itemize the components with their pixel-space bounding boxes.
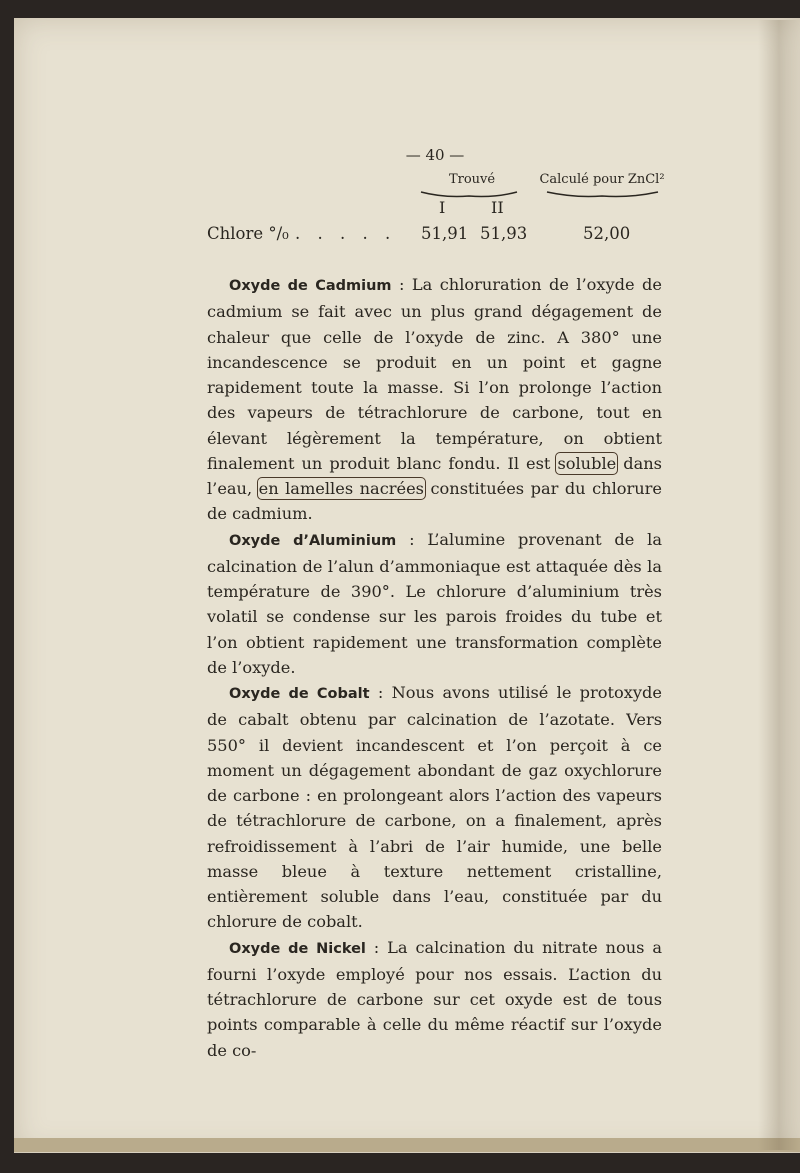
body-text [207,272,662,1063]
page-number: — 40 — [405,146,465,164]
heading-cobalt: Oxyde de Cobalt [229,686,370,702]
annotation-soluble: soluble [557,453,617,473]
value-found-ii: 51,93 [480,224,528,243]
heading-nickel: Oxyde de Nickel [229,940,366,957]
value-found-i: 51,91 [421,224,469,243]
paragraph-cobalt: Oxyde de Cobalt : Nous avons utilisé le protoxyde de cabalt obtenu par calcination de l’azotate. Vers 550° il devient incandescent et l’on perçoit à ce moment un dégagement abondant de gaz oxychlorure de carbone : en prolongeant alors l’action des vapeurs de tétrachlorure de carbone, on a finalement, après refroidissement à l’abri de l’air humide, une belle masse bleue à texture nettement cristalline, entièrement soluble dans l’eau, constituée par du chlorure de cobalt. [207,683,662,932]
annotation-lamelles: en lamelles nacrées [258,479,424,498]
paragraph-cadmium: Oxyde de Cadmium : La chloruration de l’oxyde de cadmium se fait avec un plus grand dégagement de chaleur que celle de l’oxyde de zinc. A 380° une incandescence se produit en un point et gagne rapidement toute la masse. Si l’on prolonge l’action des vapeurs de tétrachlorure de carbone, tout en élevant légèrement la température, on obtient finalement un produit blanc fondu. Il est soluble dans l’eau, en lamelles nacrées constituées par du chlorure de cadmium. [207,275,662,524]
text-cobalt: Nous avons utilisé le protoxyde de cabalt obtenu par calcination de l’azotate. Vers 550° il devient incandescent et l’on perçoit à ce moment un dégagement abondant de gaz oxychlorure de carbone : en prolongeant alors l’action des vapeurs de tétrachlorure de carbone, on a finalement, après refroidissement à l’abri de l’air humide, une belle masse bleue à texture nettement cristalline, entièrement soluble dans l’eau, constituée par du chlorure de cobalt. [207,683,662,932]
text-aluminium: L’alumine provenant de la calcination de l’alun d’ammoniaque est attaquée dès la température de 390°. Le chlorure d’aluminium très volatil se condense sur les parois froides du tube et l’on obtient rapidement une transformation complète de l’oxyde. [207,529,662,677]
text-cadmium-a: La chloruration de l’oxyde de cadmium se fait avec un plus grand dégagement de chaleur que celle de l’oxyde de zinc. A 380° une incandescence se produit en un point et gagne rapidement toute la masse. Si l’on prolonge l’action des vapeurs de tétrachlorure de carbone, tout en élevant légèrement la température, on obtient finalement un produit blanc fondu. Il est [207,275,662,473]
heading-cadmium: Oxyde de Cadmium [229,278,392,294]
header-found: Trouvé [448,172,496,187]
column-ii: II [491,198,504,217]
text-nickel: La calcination du nitrate nous a fourni l’oxyde employé pour nos essais. L’action du tétrachlorure de carbone sur cet oxyde est de tous points comparable à celle du même réactif sur l’oxyde de co- [207,937,662,1060]
brace-calculated-icon [545,190,660,198]
paper-edge [14,1138,800,1152]
text-cadmium-b: dans l’eau, [207,453,662,498]
paragraph-nickel: Oxyde de Nickel : La calcination du nitrate nous a fourni l’oxyde employé pour nos essais. L’action du tétrachlorure de carbone sur cet oxyde est de tous points comparable à celle du même réactif sur l’oxyde de co- [207,937,662,1060]
paragraph-aluminium: Oxyde d’Aluminium : L’alumine provenant de la calcination de l’alun d’ammoniaque est attaquée dès la température de 390°. Le chlorure d’aluminium très volatil se condense sur les parois froides du tube et l’on obtient rapidement une transformation complète de l’oxyde. [207,529,662,677]
text-cadmium-c: constituées par du chlorure de cadmium. [207,479,662,524]
brace-found-icon [419,190,519,198]
heading-aluminium: Oxyde d’Aluminium [229,532,397,549]
leader-dots: . . . . . [295,224,397,243]
header-calculated: Calculé pour ZnCl² [539,172,665,187]
value-calculated: 52,00 [583,224,631,243]
row-label-chlore: Chlore °/₀ [207,224,289,243]
binding-shadow [758,20,800,1150]
column-i: I [439,198,446,217]
